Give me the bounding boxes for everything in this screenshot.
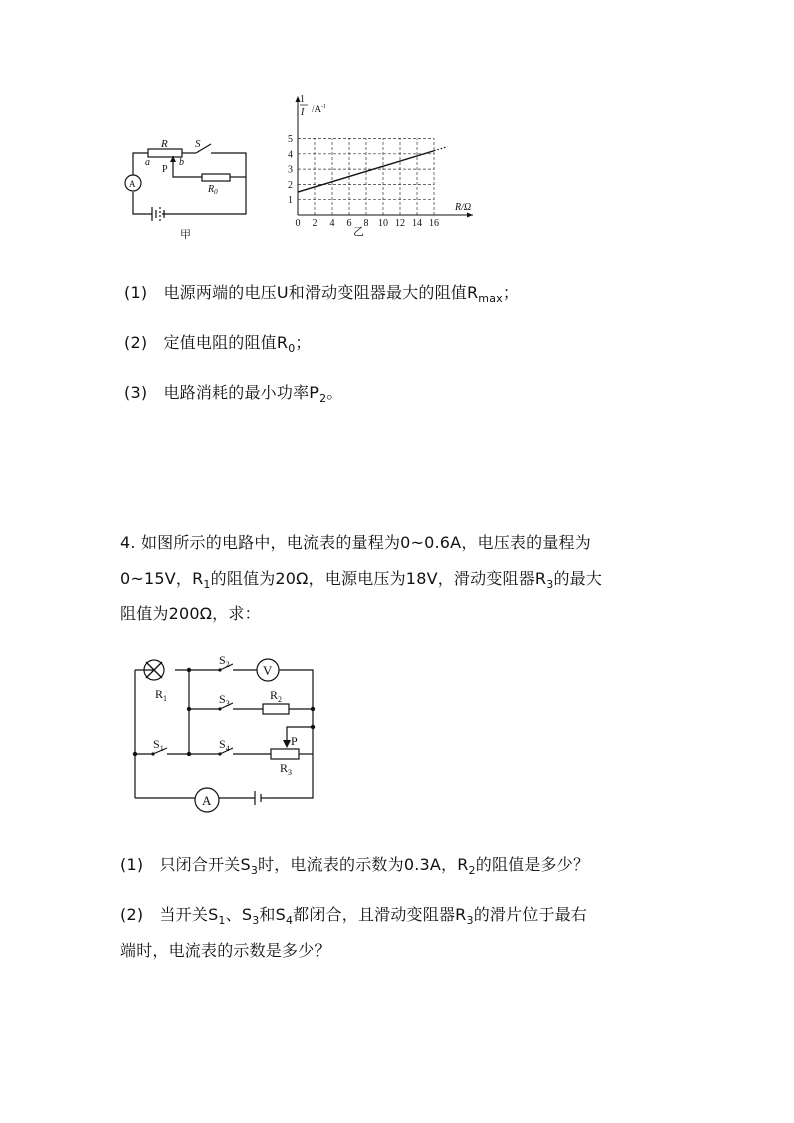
circuit-diagram-q4	[125, 648, 325, 818]
x-tick-label: 10	[378, 218, 388, 229]
label-P: P	[291, 734, 298, 748]
label-b: b	[179, 157, 184, 168]
label-R2: R	[270, 688, 279, 702]
line-graph-yi	[280, 88, 480, 238]
circuit-diagram-jia	[118, 130, 278, 245]
ammeter-A: A	[202, 793, 212, 808]
svg-text:S4: $S_4$	[219, 737, 230, 753]
label-S3: S	[219, 692, 226, 706]
y-unit: /A	[312, 104, 321, 114]
svg-text:R2: $R_2$	[270, 688, 283, 704]
label-R: R	[161, 138, 168, 150]
x-tick-label: 16	[429, 218, 439, 229]
svg-text:S2: $S_2$	[219, 653, 230, 669]
x-tick-label: 12	[395, 218, 405, 229]
svg-text:S1: $S_1$	[153, 737, 164, 753]
label-a: a	[145, 157, 150, 168]
label-R3: R	[280, 761, 289, 775]
svg-text:R3: $R_3$	[280, 761, 293, 777]
label-P: P	[162, 164, 168, 175]
q4-part2-line1: (2) 当开关$S_1$、$S_3$和$S_4$都闭合，且滑动变阻器$R_3$的滑片位于最右	[120, 905, 588, 927]
svg-text:S3: $S_3$	[219, 692, 230, 708]
y-tick-label: 3	[288, 164, 293, 176]
y-label-den: I	[301, 107, 305, 118]
y-tick-label: 1	[288, 195, 293, 207]
series-line	[298, 151, 434, 192]
label-R1: R	[155, 687, 164, 701]
y-tick-label: 2	[288, 179, 293, 191]
x-tick-label: 8	[363, 218, 369, 229]
q4-line3: 阻值为200Ω，求：	[120, 604, 261, 623]
q4-line1: 4. 如图所示的电路中，电流表的量程为0~0.6A，电压表的量程为	[120, 533, 591, 552]
svg-text:R1: $R_1$	[155, 687, 168, 703]
x-unit: R/Ω	[455, 202, 472, 213]
q3-part1: (1) 电源两端的电压U和滑动变阻器最大的阻值$R_{max}$；	[124, 283, 520, 305]
q4-line2: 0~15V，$R_1$的阻值为20Ω，电源电压为18V，滑动变阻器$R_3$的最大	[120, 569, 603, 591]
caption-yi: 乙	[353, 226, 364, 238]
caption-jia: 甲	[180, 229, 191, 241]
x-tick-label: 4	[329, 218, 335, 229]
y-unit-sup: -1	[321, 104, 326, 110]
label-S2: S	[219, 653, 226, 667]
q3-part2: (2) 定值电阻的阻值$R_0$；	[124, 333, 312, 355]
label-S4: S	[219, 737, 226, 751]
x-tick-label: 6	[346, 218, 352, 229]
q3-part3: (3) 电路消耗的最小功率$P_2$。	[124, 383, 343, 405]
x-tick-label: 14	[412, 218, 422, 229]
ammeter-A: A	[129, 179, 136, 189]
label-S1: S	[153, 737, 160, 751]
q4-part2-line2: 端时，电流表的示数是多少？	[120, 941, 331, 960]
y-tick-label: 4	[288, 149, 293, 161]
x-tick-label: 0	[295, 218, 301, 229]
label-R0: R	[208, 184, 215, 195]
label-R0-sub: 0	[214, 188, 218, 196]
y-label-num: 1	[300, 94, 305, 105]
x-tick-label: 2	[312, 218, 318, 229]
svg-text:R0	[207, 184, 218, 196]
label-S: S	[195, 138, 201, 150]
q4-part1: (1) 只闭合开关$S_3$时，电流表的示数为0.3A，$R_2$的阻值是多少？	[120, 855, 590, 877]
y-tick-label: 5	[288, 134, 293, 145]
voltmeter-V: V	[263, 663, 273, 678]
series-extension-dotted	[434, 147, 448, 151]
svg-text:/A-1	[312, 104, 326, 114]
